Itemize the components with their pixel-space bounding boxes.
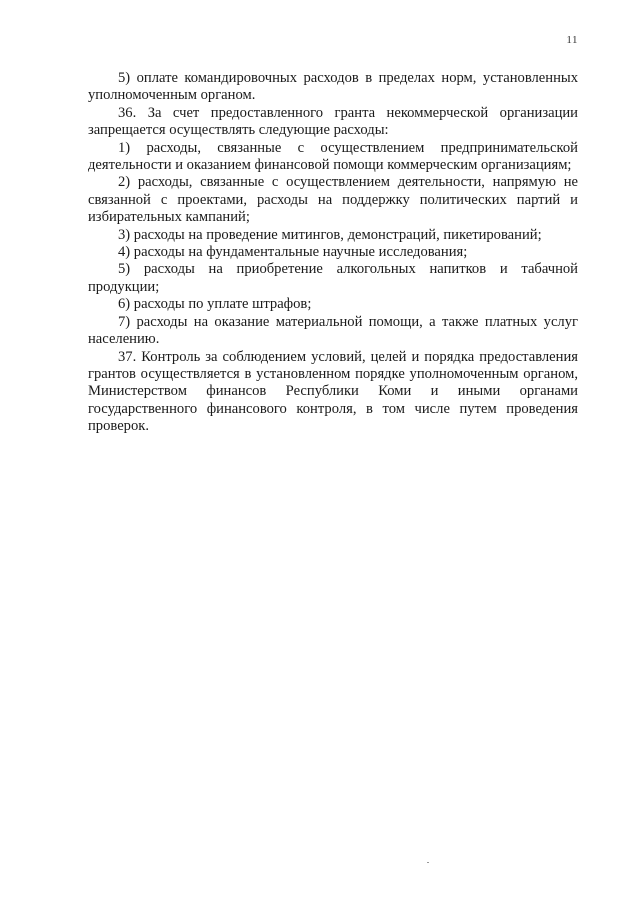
page-number: 11 <box>566 34 578 46</box>
paragraph-item-7: 7) расходы на оказание материальной помощи, а также платных услуг населению. <box>88 313 578 348</box>
paragraph-clause-37: 37. Контроль за соблюдением условий, целей и порядка предоставления грантов осуществляется в установленном порядке уполномоченным органом, Министерством финансов Республики Коми и иными органами государственного финансового контроля, в том числе путем проведения проверок. <box>88 348 578 435</box>
paragraph-item-3: 3) расходы на проведение митингов, демонстраций, пикетирований; <box>118 226 542 243</box>
paragraph-item-2: 2) расходы, связанные с осуществлением деятельности, напрямую не связанной с проектами, расходы на поддержку политических партий и избирательных кампаний; <box>88 174 578 226</box>
document-body <box>88 70 578 436</box>
paragraph-clause-36: 36. За счет предоставленного гранта некоммерческой организации запрещается осуществлять следующие расходы: <box>88 104 578 139</box>
paragraph-item-5: 5) расходы на приобретение алкогольных напитков и табачной продукции; <box>88 261 578 295</box>
scan-speck <box>427 862 429 863</box>
paragraph-item-6: 6) расходы по уплате штрафов; <box>118 296 312 313</box>
paragraph-item-5-travel-expenses: 5) оплате командировочных расходов в пределах норм, установленных уполномоченным органом. <box>88 70 578 104</box>
paragraph-item-1: 1) расходы, связанные с осуществлением предпринимательской деятельности и оказанием финансовой помощи коммерческим организациям; <box>88 139 578 174</box>
paragraph-item-4: 4) расходы на фундаментальные научные исследования; <box>118 244 468 261</box>
